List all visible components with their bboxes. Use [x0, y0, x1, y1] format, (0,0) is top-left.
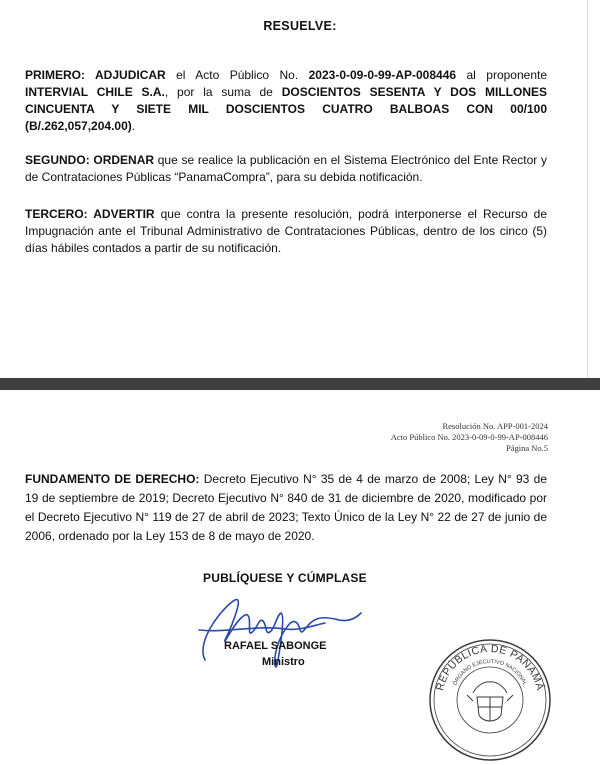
segundo-text: que se realice la publicación en el Sistema Electrónico del Ente Rector y de Contrataciones Públicas “PanamaCompra”, para su debida notificación.	[25, 153, 547, 184]
official-seal	[425, 635, 555, 765]
segundo-paragraph: SEGUNDO: ORDENAR que se realice la publicación en el Sistema Electrónico del Ente Rector y de Contrataciones Públicas “PanamaCompra”, para su debida notificación.	[25, 153, 547, 184]
company-name: INTERVIAL CHILE S.A.	[25, 85, 165, 99]
fundamento-label: FUNDAMENTO DE DERECHO:	[25, 472, 200, 486]
primero-verb: ADJUDICAR	[95, 68, 166, 82]
amount-words: DOSCIENTOS SESENTA Y DOS MILLONES CINCUENTA Y SIETE MIL DOSCIENTOS CUATRO BALBOAS CON 00/100	[25, 85, 547, 116]
header-reference	[391, 421, 548, 454]
acto-publico-number: Acto Público No. 2023-0-09-0-99-AP-008446	[390, 432, 548, 442]
tercero-paragraph: TERCERO: ADVERTIR que contra la presente resolución, podrá interponerse el Recurso de Impugnación ante el Tribunal Administrativo de Contrataciones Públicas, dentro de los cinco (5) días hábiles contados a partir de su notificación.	[25, 207, 547, 255]
resolucion-number: Resolución No. APP-001-2024	[442, 421, 548, 431]
tercero-verb: ADVERTIR	[93, 207, 155, 221]
signer-name: RAFAEL SABONGE	[224, 640, 327, 652]
closing-formula: PUBLÍQUESE Y CÚMPLASE	[203, 571, 367, 585]
segundo-verb: ORDENAR	[93, 153, 155, 167]
signer-title: Ministro	[262, 656, 305, 668]
page-edge-line	[587, 0, 588, 378]
page-number: Página No.5	[505, 443, 548, 453]
tercero-text: que contra la presente resolución, podrá interponerse el Recurso de Impugnación ante el Tribunal Administrativo de Contrataciones Públicas, dentro de los cinco (5) días hábiles contados a partir de su notificación.	[25, 207, 547, 255]
acto-number: 2023-0-09-0-99-AP-008446	[308, 68, 457, 82]
primero-paragraph: PRIMERO: ADJUDICAR el Acto Público No. 2023-0-09-0-99-AP-008446 al proponente INTERVIAL CHILE S.A., por la suma de DOSCIENTOS SESENTA Y DOS MILLONES CINCUENTA Y SIETE MIL DOSCIENTOS CUATRO BALBOAS CON 00/100 (B/.262,057,204.00).	[25, 68, 548, 133]
amount-number: (B/.262,057,204.00)	[25, 119, 132, 133]
fundamento-text: Decreto Ejecutivo N° 35 de 4 de marzo de 2008; Ley N° 93 de 19 de septiembre de 2019; Decreto Ejecutivo N° 840 de 31 de diciembre de 2020, modificado por el Decreto Ejecutivo N° 119 de 27 de abril de 2023; Texto Único de la Ley N° 22 de 27 de junio de 2006, ordenado por la Ley 153 de 8 de mayo de 2020.	[25, 472, 547, 543]
tercero-label: TERCERO	[25, 207, 84, 221]
document-page-bottom	[0, 390, 600, 700]
seal-top-text: REPÚBLICA DE PANAMÁ	[433, 642, 547, 692]
segundo-label: SEGUNDO	[25, 153, 86, 167]
page-divider	[0, 378, 600, 390]
document-page-top	[0, 0, 600, 378]
primero-label: PRIMERO	[25, 68, 82, 82]
coat-of-arms-icon	[467, 682, 513, 721]
seal-inner-text: ÓRGANO EJECUTIVO NACIONAL	[452, 658, 528, 687]
fundamento-paragraph	[25, 470, 547, 546]
resuelve-heading: RESUELVE:	[263, 19, 337, 33]
